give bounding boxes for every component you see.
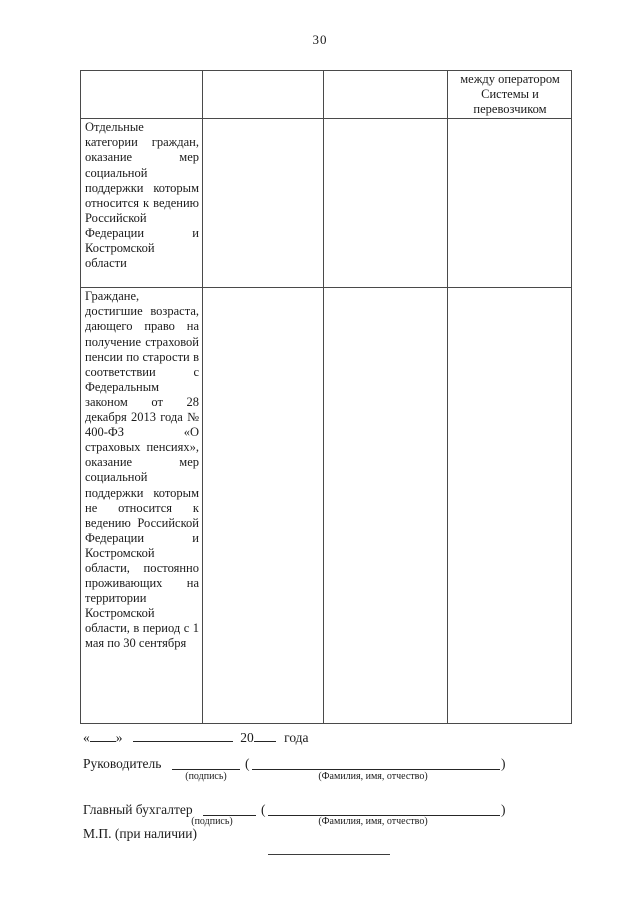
signature-caption: (подпись) [185,771,227,782]
year-blank [254,728,276,742]
paren-open: ( [245,756,250,771]
table-cell-empty [203,71,324,119]
table-cell-empty [203,119,324,288]
table-cell-empty [324,71,448,119]
accountant-label: Главный бухгалтер [83,802,193,817]
century-prefix: 20 [240,730,254,745]
table-cell-empty [324,119,448,288]
head-label: Руководитель [83,756,162,771]
table-cell-empty [448,288,572,724]
close-quote: » [115,730,123,745]
head-signature-blank [172,756,240,770]
date-line [83,728,309,746]
seal-note: М.П. (при наличии) [83,826,197,841]
paren-open: ( [261,802,266,817]
signature-caption: (подпись) [191,816,233,827]
accountant-signature-blank [203,802,256,816]
table-header-continuation-row [81,71,572,119]
open-quote: « [83,730,90,745]
category-text-cell: Граждане, достигшие возраста, дающего право на получение страховой пенсии по старости в соответствии с Федеральным законом от 28 декабря 2013 года № 400-ФЗ «О страховых пенсиях», оказание мер социальной поддержки которым не относится к ведению Российской Федерации и Костромской области, постоянно проживающих на территории Костромской области, в период с 1 мая по 30 сентября [81,288,203,724]
category-text-cell: Отдельные категории граждан, оказание мер социальной поддержки которым относится к ведению Российской Федерации и Костромской области [81,119,203,288]
fio-caption: (Фамилия, имя, отчество) [318,771,428,782]
page-number: 30 [312,32,328,47]
header-cell-agreement-parties: между оператором Системы и перевозчиком [448,71,572,119]
fio-caption: (Фамилия, имя, отчество) [318,816,428,827]
month-blank [133,728,233,742]
table-cell-empty [324,288,448,724]
day-blank [90,728,116,742]
table-row-pension-age-citizens [81,288,572,724]
continuation-table [80,70,572,724]
table-cell-empty [448,119,572,288]
table-row-special-categories [81,119,572,288]
table-cell-empty [81,71,203,119]
paren-close: ) [501,756,506,771]
paren-close: ) [501,802,506,817]
table-cell-empty [203,288,324,724]
head-fio-blank [252,756,500,770]
separator-line [268,854,390,855]
accountant-fio-blank [268,802,500,816]
year-word: года [284,730,309,745]
